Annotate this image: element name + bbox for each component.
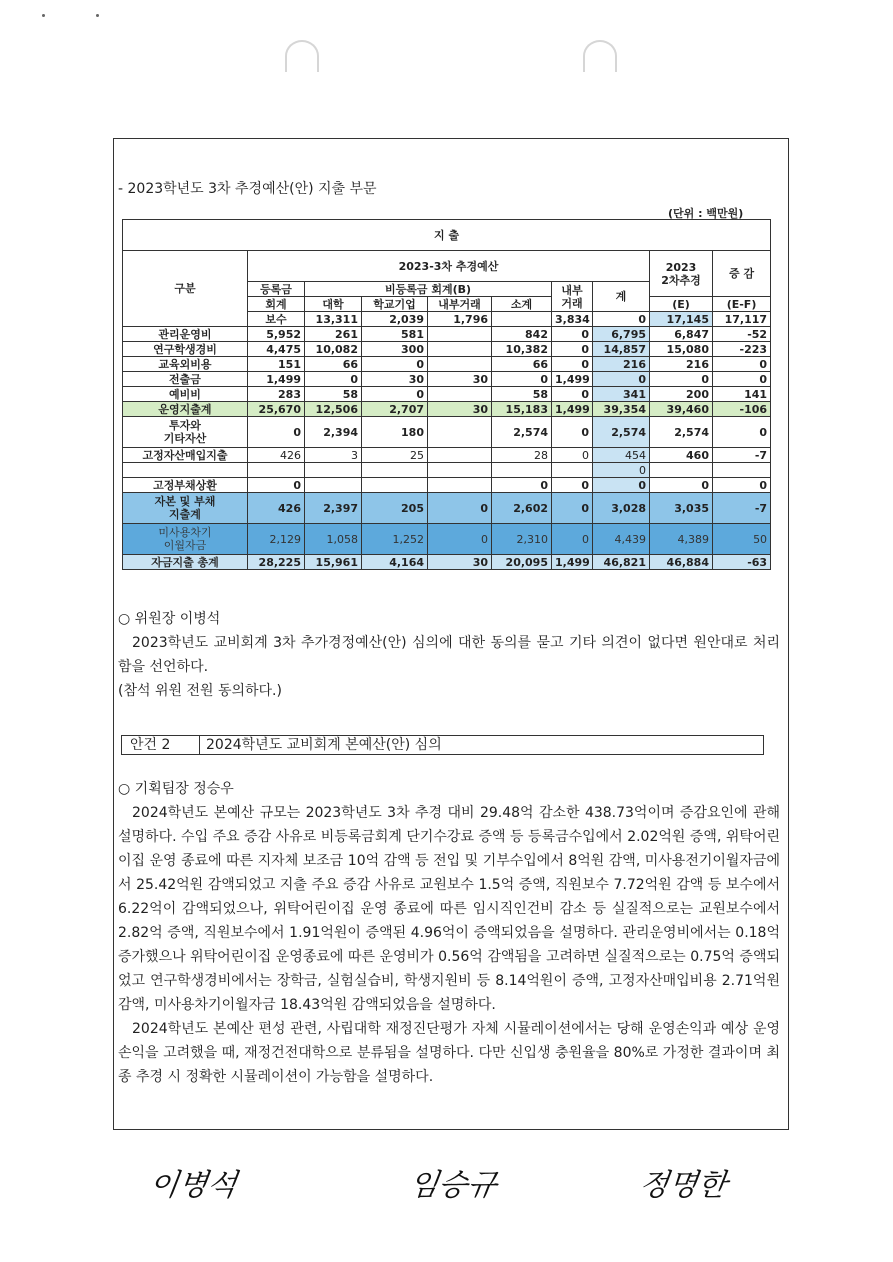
- table-row: 보수 13,311 2,039 1,796 3,834 0 17,145 17,117: [123, 312, 771, 327]
- planning-paragraph-2: 2024학년도 본예산 편성 관련, 사립대학 재정진단평가 자체 시뮬레이션에서는 당해 운영손익과 예상 운영손익을 고려했을 때, 재정건전대학으로 분류됨을 설명하다. 다만 신입생 충원율을 80%로 가정한 결과이며 최종 추경 시 정확한 시뮬레이션이 가능함을 설명하다.: [118, 1021, 780, 1085]
- agenda-number: 안건 2: [122, 736, 200, 754]
- header-nontuition: 비등록금 회계(B): [305, 282, 552, 297]
- chair-consent: (참석 위원 전원 동의하다.): [118, 683, 282, 699]
- punch-hole: [583, 40, 617, 72]
- planning-section: [118, 777, 780, 1089]
- header-tuition: 등록금: [248, 282, 305, 297]
- table-row: 전출금 1,499 0 30 30 0 1,499 0 0 0: [123, 372, 771, 387]
- table-row: 0: [123, 463, 771, 478]
- capital-total-row: 자본 및 부채 지출계 426 2,397 205 0 2,602 0 3,028 3,035 -7: [123, 493, 771, 524]
- table-row: 교육외비용 151 66 0 66 0 216 216 0: [123, 357, 771, 372]
- table-row: 관리운영비 5,952 261 581 842 0 6,795 6,847 -52: [123, 327, 771, 342]
- header-change: 증 감: [713, 251, 771, 297]
- operating-total-row: 운영지출계 25,670 12,506 2,707 30 15,183 1,499 39,354 39,460 -106: [123, 402, 771, 417]
- agenda-title: 2024학년도 교비회계 본예산(안) 심의: [206, 737, 442, 753]
- header-gubun: 구분: [123, 251, 248, 327]
- table-row: 고정자산매입지출 426 3 25 28 0 454 460 -7: [123, 448, 771, 463]
- header-total: 계: [593, 282, 650, 312]
- carryover-row: 미사용차기 이월자금 2,129 1,058 1,252 0 2,310 0 4,439 4,389 50: [123, 524, 771, 555]
- chair-statement: 2023학년도 교비회계 3차 추가경정예산(안) 심의에 대한 동의를 묻고 기타 의견이 없다면 원안대로 처리함을 선언하다.: [118, 635, 780, 675]
- signature: 정명한: [637, 1168, 729, 1203]
- header-expenditure: 지 출: [123, 220, 771, 251]
- section-title: - 2023학년도 3차 추경예산(안) 지출 부문: [118, 181, 377, 197]
- expenditure-table: [122, 219, 771, 570]
- planning-paragraph-1: 2024학년도 본예산 규모는 2023학년도 3차 추경 대비 29.48억 감소한 438.73억이며 증감요인에 관해 설명하다. 수입 주요 증감 사유로 비등록금회계 단기수강료 증액 등 등록금수입에서 2.02억원 증액, 위탁어린이집 운영 종료에 따른 지자체 보조금 10억 감액 등 전입 및 기부수입에서 8억원 감액, 미사용전기이월자금에서 25.42억원 감액되었고 지출 주요 증감 사유로 교원보수 1.5억 증액, 직원보수 7.72억원 감액 등 보수에서 6.22억이 감액되었으나, 위탁어린이집 운영 종료에 따른 임시직인건비 감소 등 실질적으로는 교원보수에서 2.82억 증액, 직원보수에서 1.91억원이 증액된 4.96억이 증액되었음을 설명하다. 관리운영비에서는 0.18억 증가했으나 위탁어린이집 운영종료에 따른 운영비가 0.56억 감액됨을 고려하면 실질적으로는 0.75억 증액되었고 연구학생경비에서는 장학금, 실험실습비, 학생지원비 등 8.14억원이 증액, 고정자산매입비용 2.71억원 감액, 미사용차기이월자금 18.43억원 감액되었음을 설명하다.: [118, 805, 780, 1013]
- punch-hole: [285, 40, 319, 72]
- signature: 이병석: [147, 1168, 239, 1203]
- header-tuition2: 회계: [248, 297, 305, 312]
- chair-speaker: ○ 위원장 이병석: [118, 611, 221, 627]
- header-internal-tx: 내부거래: [428, 297, 492, 312]
- planning-speaker: ○ 기획팀장 정승우: [118, 781, 234, 797]
- header-internal: 내부 거래: [552, 282, 593, 312]
- header-ef: (E-F): [713, 297, 771, 312]
- grand-total-row: 자금지출 총계 28,225 15,961 4,164 30 20,095 1,499 46,821 46,884 -63: [123, 555, 771, 570]
- table-row: 연구학생경비 4,475 10,082 300 10,382 0 14,857 15,080 -223: [123, 342, 771, 357]
- header-2023: 2023 2차추경: [650, 251, 713, 297]
- signature: 임승규: [407, 1168, 499, 1203]
- header-industry: 학교기업: [362, 297, 428, 312]
- header-e: (E): [650, 297, 713, 312]
- header-budget-group: 2023-3차 추경예산: [248, 251, 650, 282]
- table-header-row: [123, 251, 771, 282]
- table-row: 예비비 283 58 0 58 0 341 200 141: [123, 387, 771, 402]
- scan-mark: [42, 14, 45, 17]
- unit-label: (단위 : 백만원): [668, 207, 744, 220]
- agenda-box: [121, 735, 764, 755]
- scan-mark: [96, 14, 99, 17]
- chair-section: [118, 607, 780, 703]
- table-header-row: [123, 220, 771, 251]
- table-row: 투자와 기타자산 0 2,394 180 2,574 0 2,574 2,574 0: [123, 417, 771, 448]
- header-subtotal: 소계: [492, 297, 552, 312]
- table-row: 고정부채상환 0 0 0 0 0 0: [123, 478, 771, 493]
- header-univ: 대학: [305, 297, 362, 312]
